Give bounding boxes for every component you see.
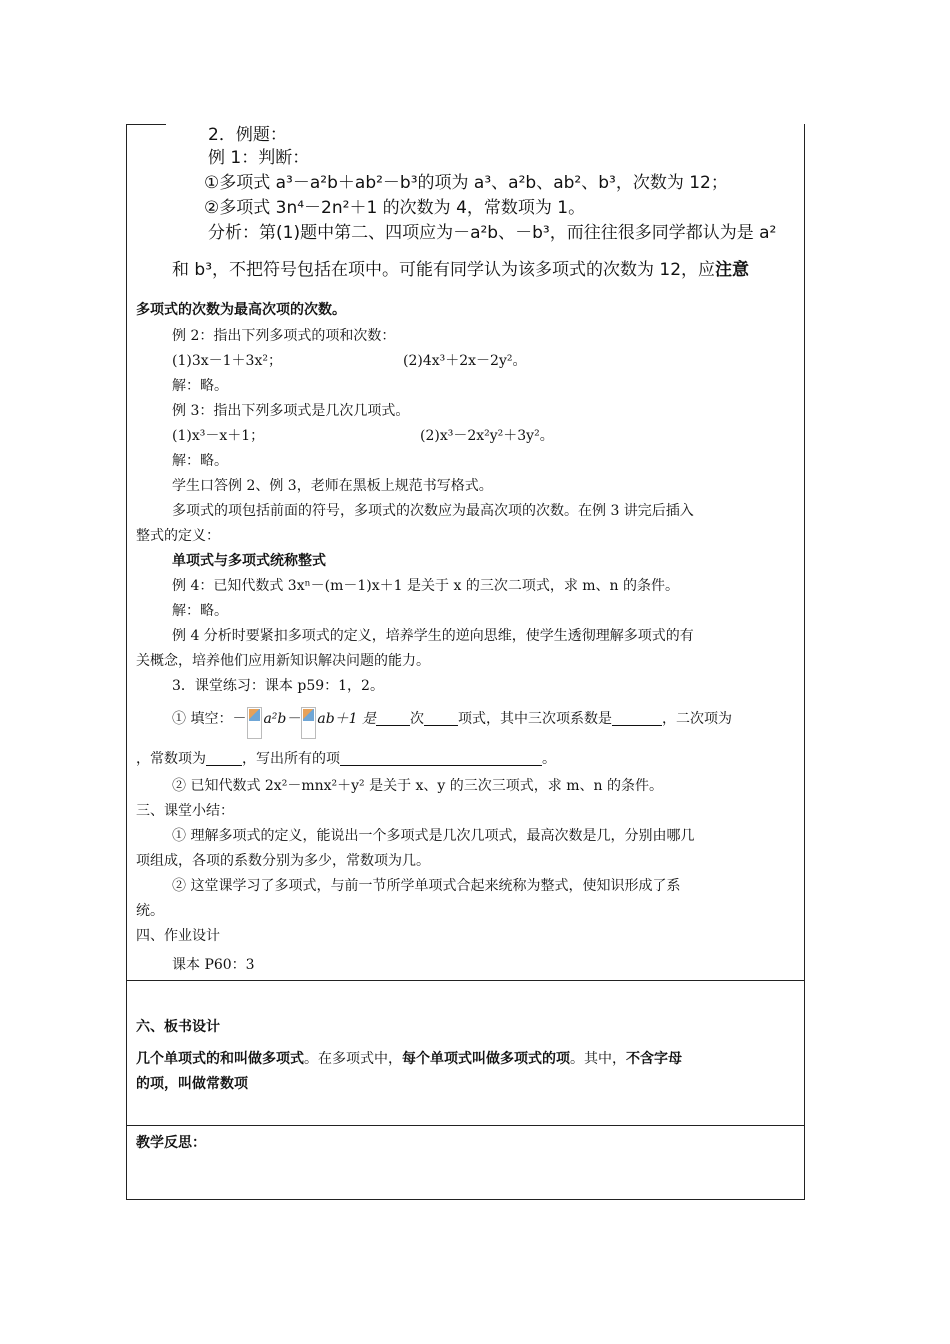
row-divider-2 xyxy=(126,1125,805,1126)
example-4-analysis: 例 4 分析时要紧扣多项式的定义，培养学生的逆向思维，使学生透彻理解多项式的有 xyxy=(172,628,694,644)
example-2-q1: (1)3x－1＋3x²； xyxy=(172,353,282,369)
blank-degree[interactable] xyxy=(376,711,410,726)
homework-heading: 四、作业设计 xyxy=(136,928,220,944)
summary-1: ① 理解多项式的定义，能说出一个多项式是几次几项式，最高次数是几，分别由哪几 xyxy=(172,828,695,844)
practice-item-1-cont: ，常数项为 ，写出所有的项 。 xyxy=(136,751,556,767)
summary-2: ② 这堂课学习了多项式，与前一节所学单项式合起来统称为整式，使知识形成了系 xyxy=(172,878,681,894)
degree-rule: 多项式的次数为最高次项的次数。 xyxy=(136,302,346,318)
integral-expression-definition: 单项式与多项式统称整式 xyxy=(172,553,326,569)
example-3-title: 例 3：指出下列多项式是几次几项式。 xyxy=(172,403,410,419)
board-design-heading: 六、板书设计 xyxy=(136,1019,220,1035)
fraction-image-icon xyxy=(247,707,262,739)
class-practice-heading: 3．课堂练习：课本 p59：1，2。 xyxy=(172,678,384,694)
practice-item-1: ① 填空：－ a²b－ ab＋1 是 次 项式，其中三次项系数是 ，二次项为 xyxy=(172,707,732,739)
example-3-answer: 解：略。 xyxy=(172,453,228,469)
summary-heading: 三、课堂小结： xyxy=(136,803,234,819)
board-design-line-1: 几个单项式的和叫做多项式。在多项式中，每个单项式叫做多项式的项。其中，不含字母 xyxy=(136,1051,682,1067)
blank-term-count[interactable] xyxy=(424,711,458,726)
board-design-line-2: 的项，叫做常数项 xyxy=(136,1076,248,1092)
example-4-analysis-cont: 关概念，培养他们应用新知识解决问题的能力。 xyxy=(136,653,430,669)
summary-1-cont: 项组成，各项的系数分别为多少，常数项为几。 xyxy=(136,853,430,869)
example-4-answer: 解：略。 xyxy=(172,603,228,619)
section-heading-examples: 2．例题： xyxy=(208,125,287,145)
blank-all-terms[interactable] xyxy=(340,751,542,766)
teaching-reflection-heading: 教学反思： xyxy=(136,1135,206,1151)
example-1-item-1: ①多项式 a³－a²b＋ab²－b³的项为 a³、a²b、ab²、b³，次数为 12； xyxy=(204,173,728,193)
example-1-title: 例 1：判断： xyxy=(208,148,310,168)
example-4-title: 例 4：已知代数式 3xⁿ－(m－1)x＋1 是关于 x 的三次二项式，求 m、n 的条件。 xyxy=(172,578,680,594)
blank-constant-term[interactable] xyxy=(206,751,242,766)
example-2-q2: (2)4x³＋2x－2y²。 xyxy=(403,353,527,369)
term-note-cont: 整式的定义： xyxy=(136,528,220,544)
example-1-item-2: ②多项式 3n⁴－2n²＋1 的次数为 4，常数项为 1。 xyxy=(204,198,586,218)
example-3-q2: (2)x³－2x²y²＋3y²。 xyxy=(420,428,554,444)
blank-cubic-coefficient[interactable] xyxy=(612,711,662,726)
example-1-analysis-cont: 和 b³，不把符号包括在项中。可能有同学认为该多项式的次数为 12，应注意 xyxy=(172,260,750,280)
summary-2-cont: 统。 xyxy=(136,903,164,919)
example-2-title: 例 2：指出下列多项式的项和次数： xyxy=(172,328,396,344)
fraction-image-icon xyxy=(301,707,316,739)
row-divider-1 xyxy=(126,980,805,981)
example-2-answer: 解：略。 xyxy=(172,378,228,394)
practice-item-2: ② 已知代数式 2x²－mnx²＋y² 是关于 x、y 的三次三项式，求 m、n 的条件。 xyxy=(172,778,663,794)
example-3-q1: (1)x³－x＋1； xyxy=(172,428,265,444)
term-note: 多项式的项包括前面的符号，多项式的次数应为最高次项的次数。在例 3 讲完后插入 xyxy=(172,503,694,519)
teacher-note: 学生口答例 2、例 3，老师在黑板上规范书写格式。 xyxy=(172,478,493,494)
example-1-analysis: 分析：第(1)题中第二、四项应为－a²b、－b³，而往往很多同学都认为是 a² xyxy=(208,223,777,243)
homework-content: 课本 P60：3 xyxy=(172,957,255,973)
